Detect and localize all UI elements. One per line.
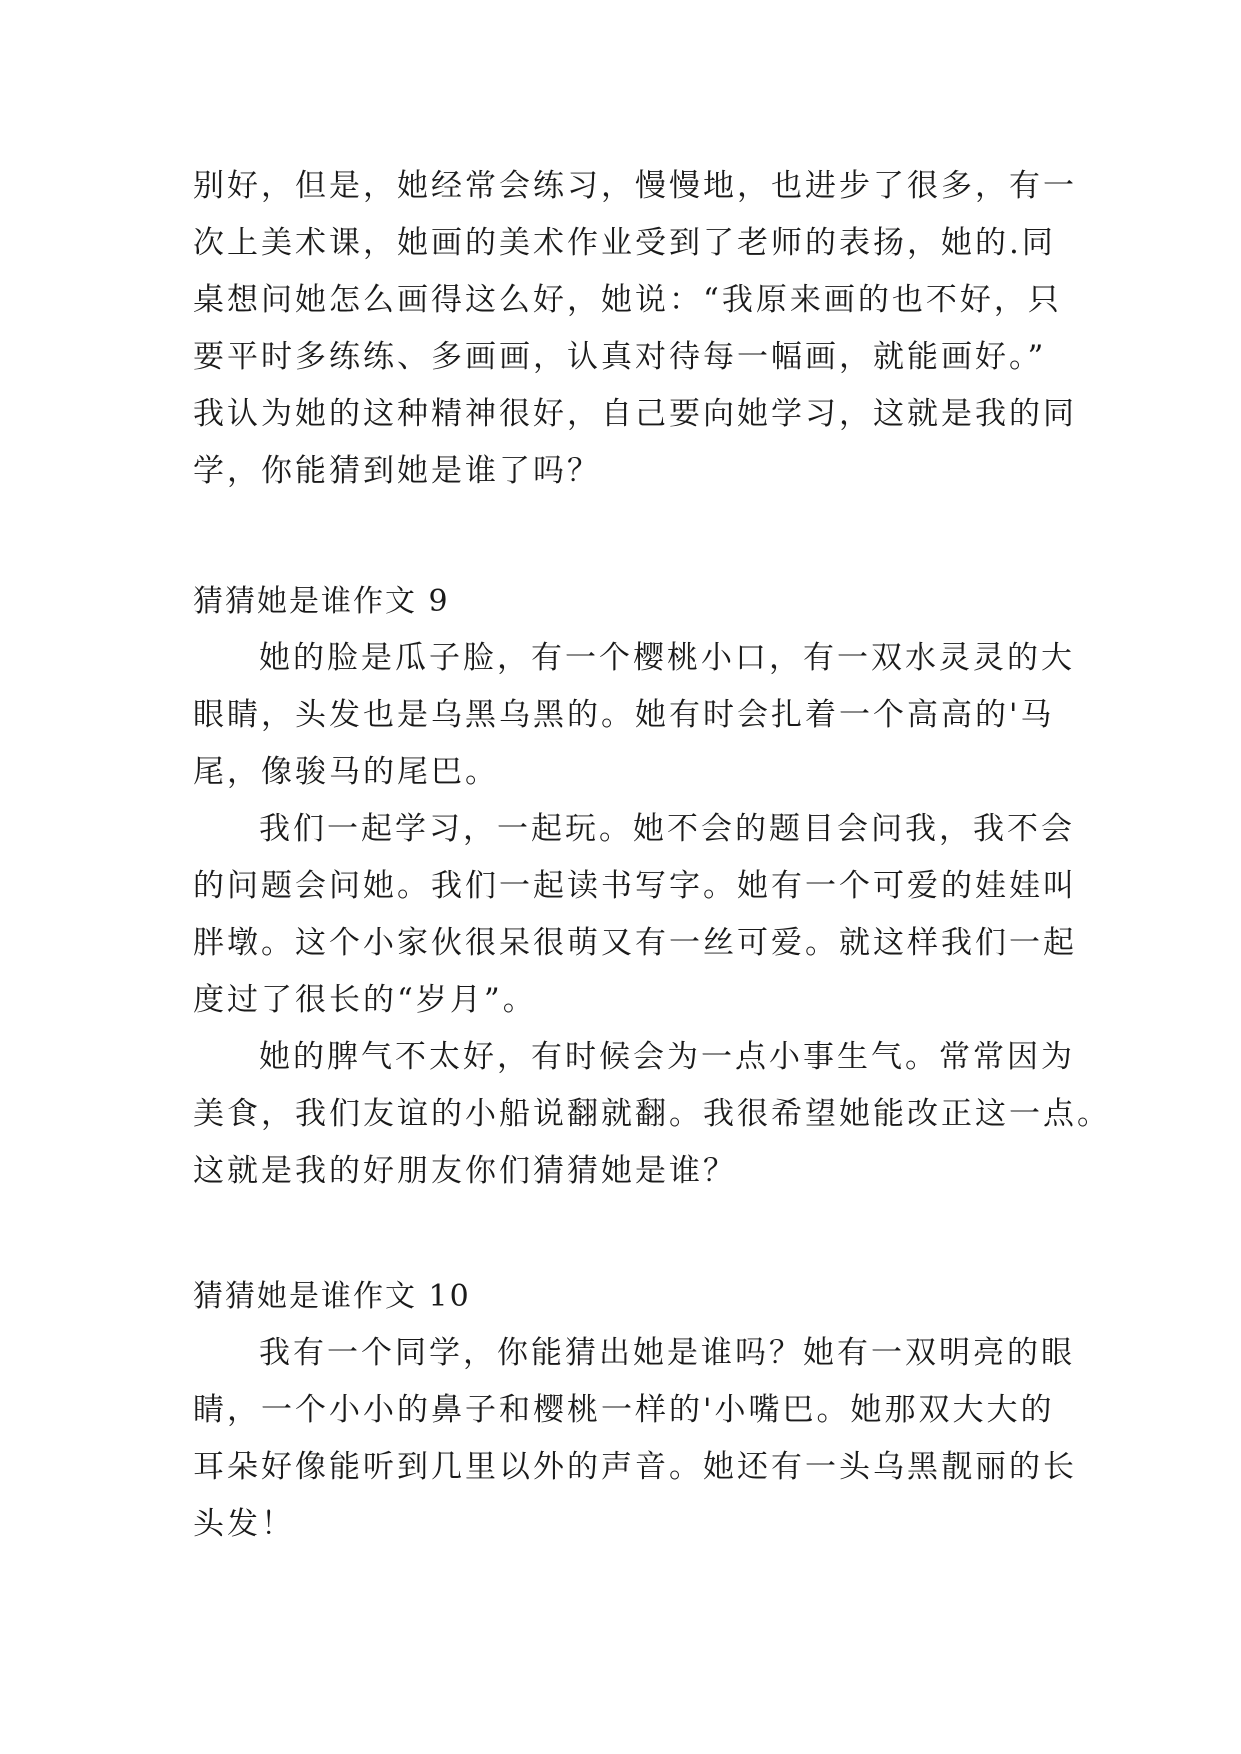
text-line: 耳朵好像能听到几里以外的声音。她还有一头乌黑靓丽的长 — [193, 1449, 1077, 1485]
paragraph — [193, 1325, 1077, 1553]
text-line: 美食，我们友谊的小船说翻就翻。我很希望她能改正这一点。 — [193, 1096, 1111, 1132]
text-line: 度过了很长的“岁月”。 — [193, 982, 537, 1018]
continued-paragraph — [193, 158, 1077, 500]
text-line: 我认为她的这种精神很好，自己要向她学习，这就是我的同 — [193, 396, 1077, 432]
text-line: 要平时多练练、多画画，认真对待每一幅画，就能画好。” — [193, 339, 1047, 375]
text-line: 次上美术课，她画的美术作业受到了老师的表扬，她的.同 — [193, 225, 1056, 261]
essay-9 — [193, 573, 1111, 1200]
text-line: 眼睛，头发也是乌黑乌黑的。她有时会扎着一个高高的'马 — [193, 697, 1055, 733]
essay-10 — [193, 1268, 1077, 1553]
text-line: 尾，像骏马的尾巴。 — [193, 754, 499, 790]
text-line: 她的脾气不太好，有时候会为一点小事生气。常常因为 — [259, 1039, 1075, 1075]
essay-title: 猜猜她是谁作文 10 — [193, 1279, 471, 1314]
paragraph — [193, 630, 1073, 801]
text-line: 桌想问她怎么画得这么好，她说：“我原来画的也不好，只 — [193, 282, 1062, 318]
text-line: 头发！ — [193, 1506, 295, 1542]
text-line: 的问题会问她。我们一起读书写字。她有一个可爱的娃娃叫 — [193, 868, 1077, 904]
text-line: 胖墩。这个小家伙很呆很萌又有一丝可爱。就这样我们一起 — [193, 925, 1077, 961]
text-line: 别好，但是，她经常会练习，慢慢地，也进步了很多，有一 — [193, 168, 1077, 204]
essay-title: 猜猜她是谁作文 9 — [193, 584, 450, 619]
paragraph — [193, 801, 1077, 1029]
text-line: 学，你能猜到她是谁了吗？ — [193, 453, 601, 489]
text-line: 我们一起学习，一起玩。她不会的题目会问我，我不会 — [259, 811, 1075, 847]
text-line: 她的脸是瓜子脸，有一个樱桃小口，有一双水灵灵的大 — [259, 640, 1075, 676]
text-line: 我有一个同学，你能猜出她是谁吗？她有一双明亮的眼 — [259, 1335, 1075, 1371]
text-line: 睛，一个小小的鼻子和樱桃一样的'小嘴巴。她那双大大的 — [193, 1392, 1055, 1428]
paragraph — [193, 1029, 1111, 1200]
text-line: 这就是我的好朋友你们猜猜她是谁？ — [193, 1153, 737, 1189]
